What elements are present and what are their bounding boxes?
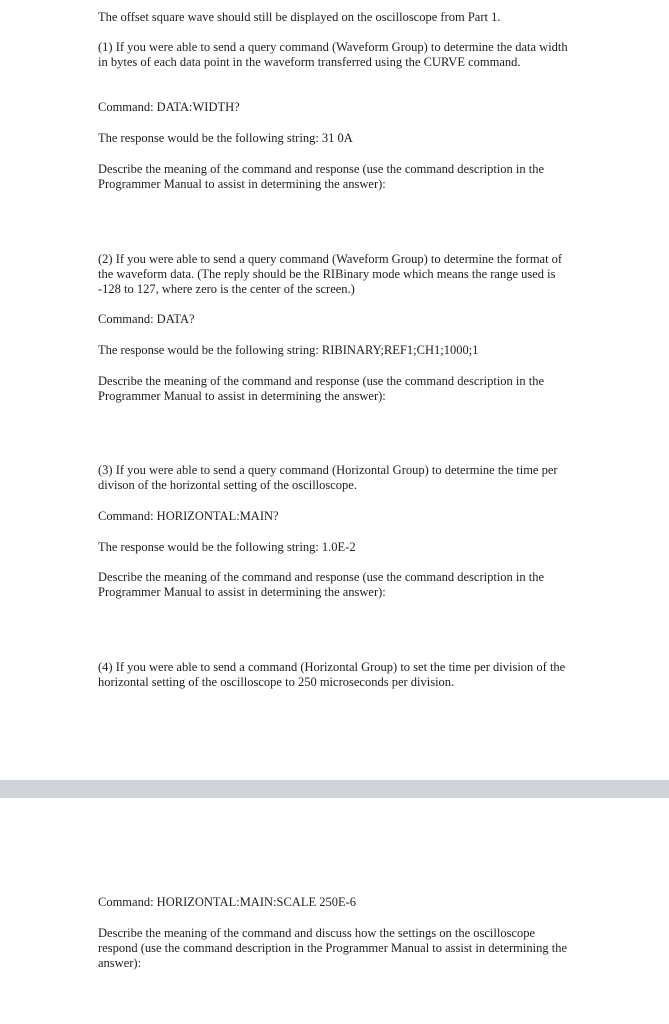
q3-prompt: (3) If you were able to send a query command (Horizontal Group) to determine the time per divison of the horizontal setting of the oscilloscope. [98,463,558,492]
q3-response: The response would be the following string: 1.0E-2 [98,540,356,554]
q3-command: Command: HORIZONTAL:MAIN? [98,509,279,523]
q1-command: Command: DATA:WIDTH? [98,100,240,114]
q4-command: Command: HORIZONTAL:MAIN:SCALE 250E-6 [98,895,357,909]
q2-describe: Describe the meaning of the command and response (use the command description in the Programmer Manual to assist in determining the answer): [98,374,545,403]
q1-response: The response would be the following string: 31 0A [98,131,353,145]
q1-describe: Describe the meaning of the command and response (use the command description in the Programmer Manual to assist in determining the answer): [98,162,545,191]
q4-describe: Describe the meaning of the command and discuss how the settings on the oscilloscope respond (use the command description in the Programmer Manual to assist in determining the answer): [98,926,567,970]
q2-command: Command: DATA? [98,312,195,326]
q2-prompt: (2) If you were able to send a query command (Waveform Group) to determine the format of the waveform data. (The reply should be the RIBinary mode which means the range used is -128 to 127, where zero is the center of the screen.) [98,252,563,296]
q3-describe: Describe the meaning of the command and response (use the command description in the Programmer Manual to assist in determining the answer): [98,570,545,599]
q4-prompt: (4) If you were able to send a command (Horizontal Group) to set the time per division of the horizontal setting of the oscilloscope to 250 microseconds per division. [98,660,566,689]
page-break-band [0,780,669,798]
q2-response: The response would be the following string: RIBINARY;REF1;CH1;1000;1 [98,343,479,357]
q1-prompt: (1) If you were able to send a query command (Waveform Group) to determine the data width in bytes of each data point in the waveform transferred using the CURVE command. [98,40,568,69]
intro-text: The offset square wave should still be displayed on the oscilloscope from Part 1. [98,10,501,24]
